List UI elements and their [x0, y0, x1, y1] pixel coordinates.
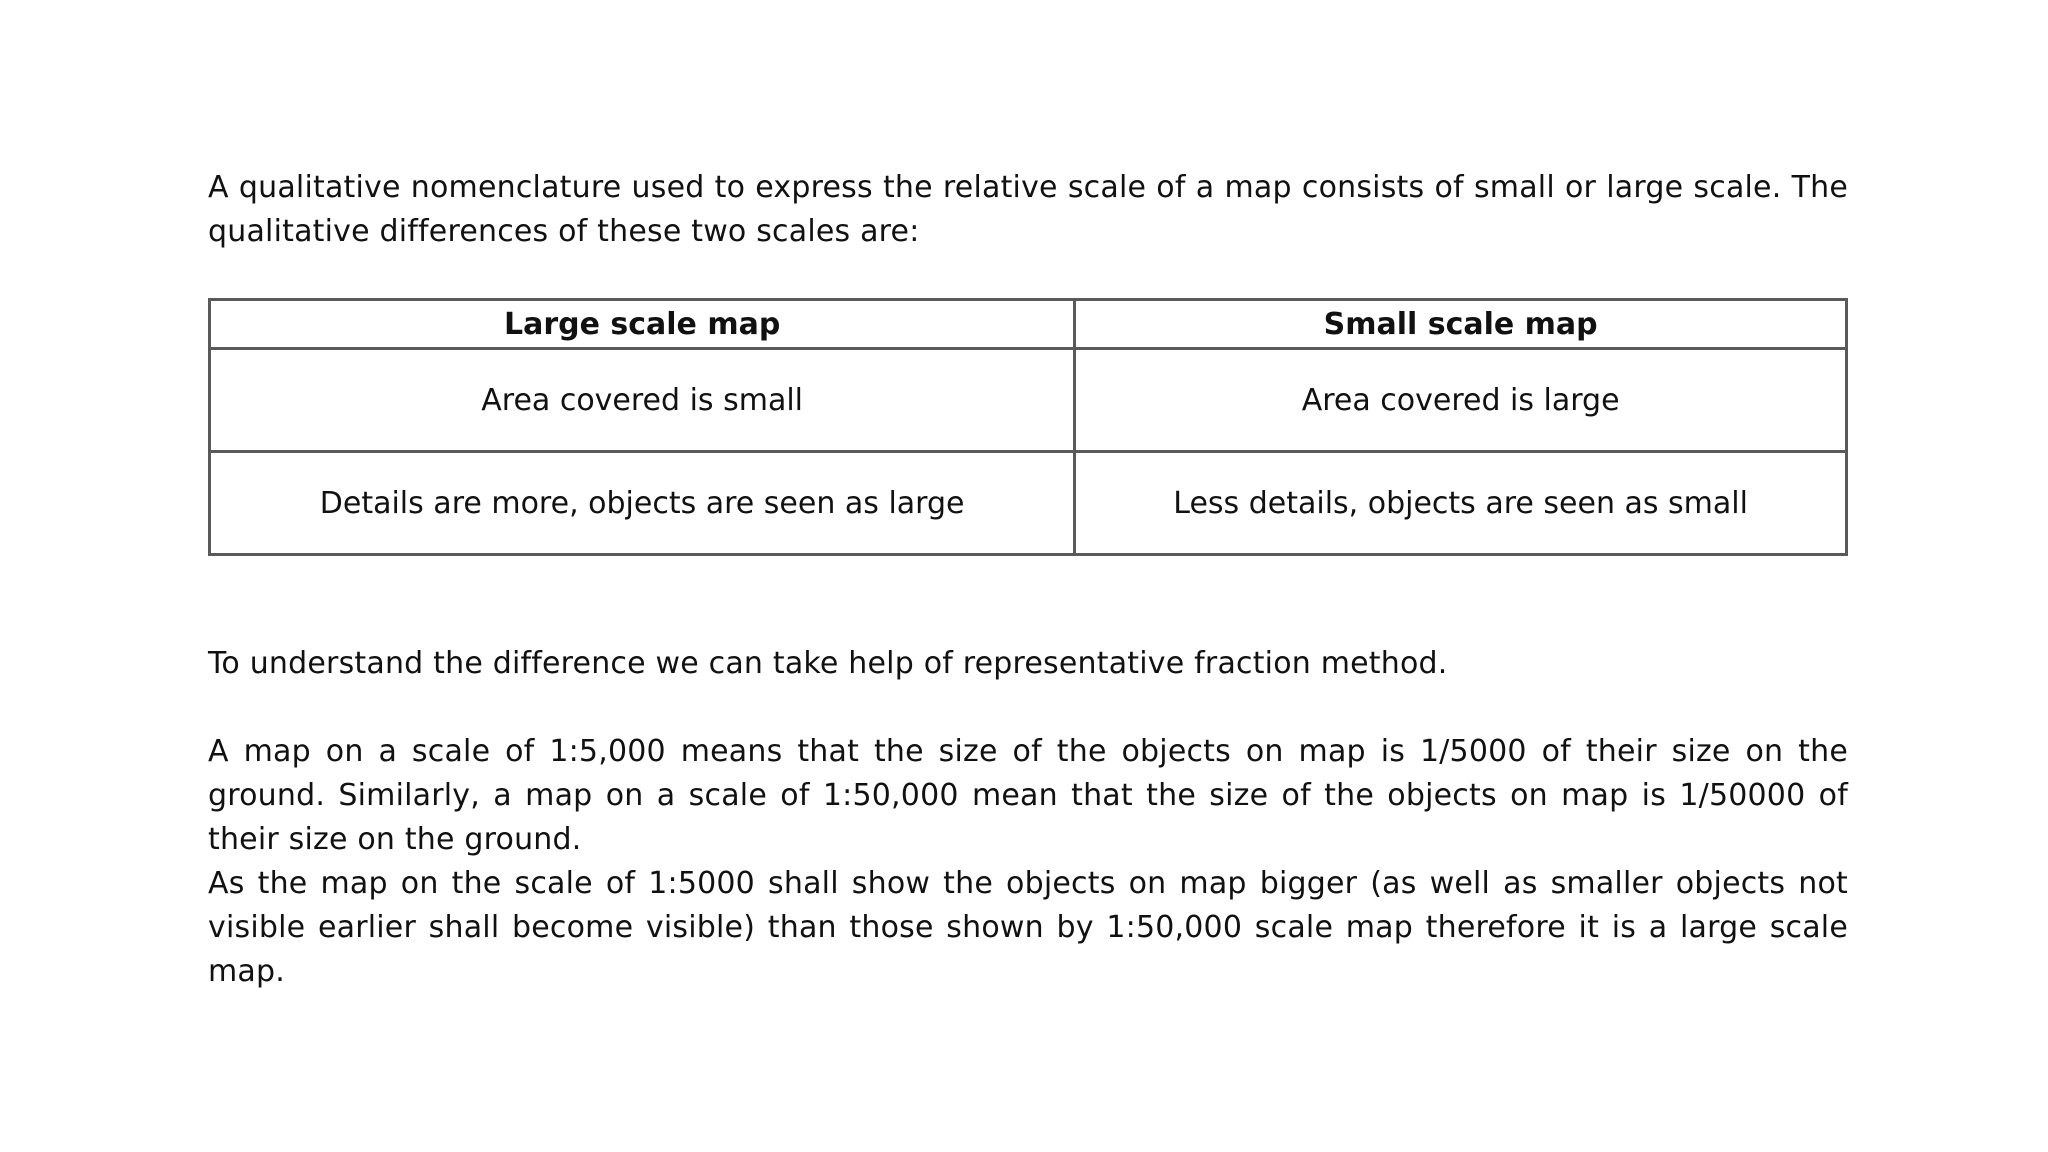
- header-large-scale: Large scale map: [210, 300, 1075, 349]
- document-body: [208, 166, 1848, 994]
- table-row: [210, 452, 1847, 555]
- conclusion-paragraph: As the map on the scale of 1:5000 shall show the objects on map bigger (as well as smaller objects not visible earlier shall become visible) than those shown by 1:50,000 scale map therefore it is a large scale map.: [208, 866, 1848, 989]
- table-cell: Area covered is large: [1075, 349, 1847, 452]
- intro-paragraph: A qualitative nomenclature used to express the relative scale of a map consists of small or large scale. The qualitative differences of these two scales are:: [208, 170, 1848, 249]
- table-cell: Details are more, objects are seen as large: [210, 452, 1075, 555]
- scale-comparison-table: [208, 298, 1848, 556]
- table-cell: Less details, objects are seen as small: [1075, 452, 1847, 555]
- example-paragraph: A map on a scale of 1:5,000 means that the size of the objects on map is 1/5000 of their size on the ground. Similarly, a map on a scale of 1:50,000 mean that the size of the objects on map is 1/50000 of their size on the ground.: [208, 734, 1848, 857]
- understand-paragraph: To understand the difference we can take help of representative fraction method.: [208, 646, 1448, 681]
- table-header-row: [210, 300, 1847, 349]
- table-row: [210, 349, 1847, 452]
- header-small-scale: Small scale map: [1075, 300, 1847, 349]
- table-cell: Area covered is small: [210, 349, 1075, 452]
